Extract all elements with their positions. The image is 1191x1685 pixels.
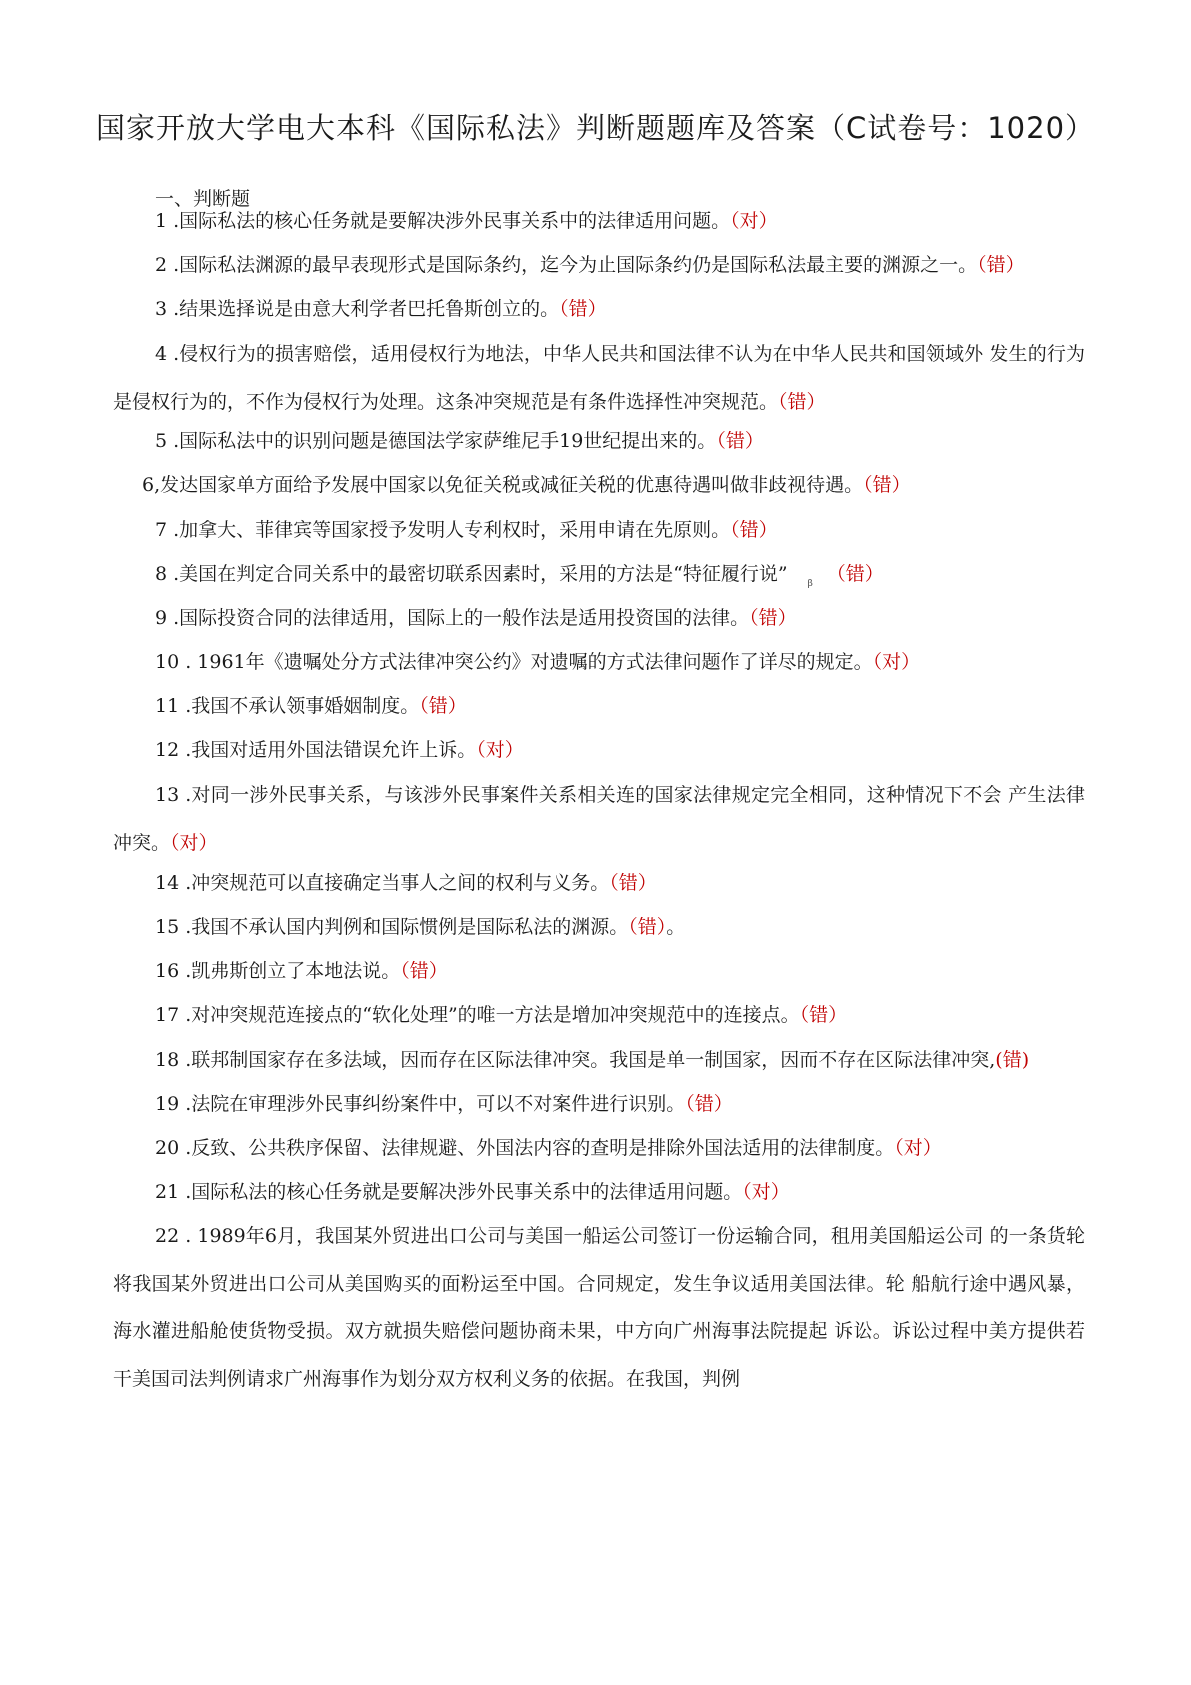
question-item: [113, 198, 1085, 246]
question-item: [113, 904, 1085, 952]
question-item: [113, 462, 1085, 510]
question-text: .凯弗斯创立了本地法说。: [185, 960, 401, 982]
question-item: [113, 683, 1085, 731]
question-text: .对冲突规范连接点的“软化处理”的唯一方法是增加冲突规范中的连接点。: [185, 1004, 800, 1026]
question-text: .对同一涉外民事关系，与该涉外民事案件关系相关连的国家法律规定完全相同，这种情况下不会 产生法律冲突。: [113, 784, 1085, 854]
answer-label: （错）: [400, 960, 448, 982]
document-title: 国家开放大学电大本科《国际私法》判断题题库及答案（C试卷号：1020）: [95, 111, 1096, 145]
question-number: 18: [155, 1049, 180, 1071]
question-number: 13: [155, 784, 180, 806]
question-number: 17: [155, 1004, 180, 1026]
question-item: [113, 507, 1085, 555]
question-item: [113, 992, 1085, 1040]
question-text: .国际私法的核心任务就是要解决涉外民事关系中的法律适用问题。: [173, 210, 731, 232]
question-number: 6,: [142, 474, 161, 496]
question-text: . 1989年6月，我国某外贸进出口公司与美国一船运公司签订一份运输合同，租用美国船运公司 的一条货轮将我国某外贸进出口公司从美国购买的面粉运至中国。合同规定，发生争议适用美国法律。轮 船航行途中遇风暴，海水灌进船舱使货物受损。双方就损失赔偿问题协商未果，中方向广州海事法院提起 诉讼。诉讼过程中美方提供若干美国司法判例请求广州海事作为划分双方权利义务的依据。在我国，判例: [113, 1225, 1085, 1390]
question-text: .反致、公共秩序保留、法律规避、外国法内容的查明是排除外国法适用的法律制度。: [185, 1137, 895, 1159]
answer-label: （错）: [977, 254, 1025, 276]
question-number: 22: [155, 1225, 180, 1247]
question-number: 1: [155, 210, 168, 232]
question-item: [113, 860, 1085, 908]
question-item: [113, 1125, 1085, 1173]
question-number: 8: [155, 563, 168, 585]
answer-label: (错): [995, 1049, 1030, 1071]
question-number: 15: [155, 916, 180, 938]
question-text: .我国对适用外国法错误允许上诉。: [185, 739, 477, 761]
question-number: 10: [155, 651, 180, 673]
question-number: 20: [155, 1137, 180, 1159]
question-item: [113, 1081, 1085, 1129]
question-item: [113, 331, 1085, 426]
answer-label: （错）: [863, 474, 911, 496]
question-item: [113, 1213, 1085, 1403]
question-text: .国际投资合同的法律适用，国际上的一般作法是适用投资国的法律。: [173, 607, 750, 629]
answer-label: （对）: [742, 1181, 790, 1203]
question-text: .联邦制国家存在多法域，因而存在区际法律冲突。我国是单一制国家，因而不存在区际法律冲突,: [185, 1049, 996, 1071]
question-item: [113, 639, 1085, 687]
question-item: [113, 948, 1085, 996]
question-item: [113, 286, 1085, 334]
question-number: 14: [155, 872, 180, 894]
question-item: [113, 727, 1085, 775]
question-text: .加拿大、菲律宾等国家授予发明人专利权时，采用申请在先原则。: [173, 519, 731, 541]
answer-label: （对）: [894, 1137, 942, 1159]
question-number: 19: [155, 1093, 180, 1115]
question-number: 2: [155, 254, 168, 276]
question-text: 发达国家单方面给予发展中国家以免征关税或减征关税的优惠待遇叫做非歧视待遇。: [160, 474, 864, 496]
answer-label: （错）: [609, 872, 657, 894]
answer-label: （错）: [749, 607, 797, 629]
question-number: 4: [155, 343, 168, 365]
answer-label: （错）: [628, 916, 667, 938]
answer-label: （错）: [685, 1093, 733, 1115]
question-text: .美国在判定合同关系中的最密切联系因素时，采用的方法是“特征履行说”: [173, 563, 788, 585]
question-text: .国际私法渊源的最早表现形式是国际条约，迄今为止国际条约仍是国际私法最主要的渊源之一。: [173, 254, 978, 276]
question-number: 9: [155, 607, 168, 629]
answer-label: （对）: [872, 651, 921, 673]
question-item: [113, 1037, 1085, 1085]
question-number: 5: [155, 430, 168, 452]
question-text: . 1961年《遗嘱处分方式法律冲突公约》对遗嘱的方式法律问题作了详尽的规定。: [185, 651, 873, 673]
question-item: [113, 772, 1085, 867]
question-item: [113, 242, 1085, 290]
question-text: .法院在审理涉外民事纠纷案件中，可以不对案件进行识别。: [185, 1093, 686, 1115]
question-number: 21: [155, 1181, 180, 1203]
question-item: [113, 1169, 1085, 1217]
question-text: .我国不承认领事婚姻制度。: [185, 695, 420, 717]
answer-label: （错）: [778, 390, 826, 413]
question-number: 16: [155, 960, 180, 982]
question-number: 11: [155, 695, 180, 717]
question-text: .国际私法中的识别问题是德国法学家萨维尼手19世纪提出来的。: [173, 430, 717, 452]
answer-label: （对）: [476, 739, 524, 761]
question-text: .我国不承认国内判例和国际惯例是国际私法的渊源。: [185, 916, 629, 938]
answer-label: （错）: [716, 430, 764, 452]
question-item: [113, 595, 1085, 643]
answer-label: （错）: [559, 298, 607, 320]
answer-label: （错）: [826, 563, 884, 585]
question-number: 3: [155, 298, 168, 320]
answer-label: （错）: [419, 695, 467, 717]
question-text: .结果选择说是由意大利学者巴托鲁斯创立的。: [173, 298, 560, 320]
answer-label: （对）: [170, 831, 218, 854]
question-text: .冲突规范可以直接确定当事人之间的权利与义务。: [185, 872, 610, 894]
question-text: .侵权行为的损害赔偿，适用侵权行为地法，中华人民共和国法律不认为在中华人民共和国领域外 发生的行为是侵权行为的，不作为侵权行为处理。这条冲突规范是有条件选择性冲突规范。: [113, 343, 1085, 413]
section-heading: 一、判断题: [155, 188, 251, 210]
question-number: 7: [155, 519, 168, 541]
answer-label: （对）: [730, 210, 778, 232]
question-number: 12: [155, 739, 180, 761]
question-item: [113, 418, 1085, 466]
answer-label: （错）: [799, 1004, 848, 1026]
question-text: .国际私法的核心任务就是要解决涉外民事关系中的法律适用问题。: [185, 1181, 743, 1203]
answer-label: （错）: [730, 519, 778, 541]
stray-mark: β: [807, 579, 813, 589]
trailing-punctuation: 。: [666, 916, 686, 938]
